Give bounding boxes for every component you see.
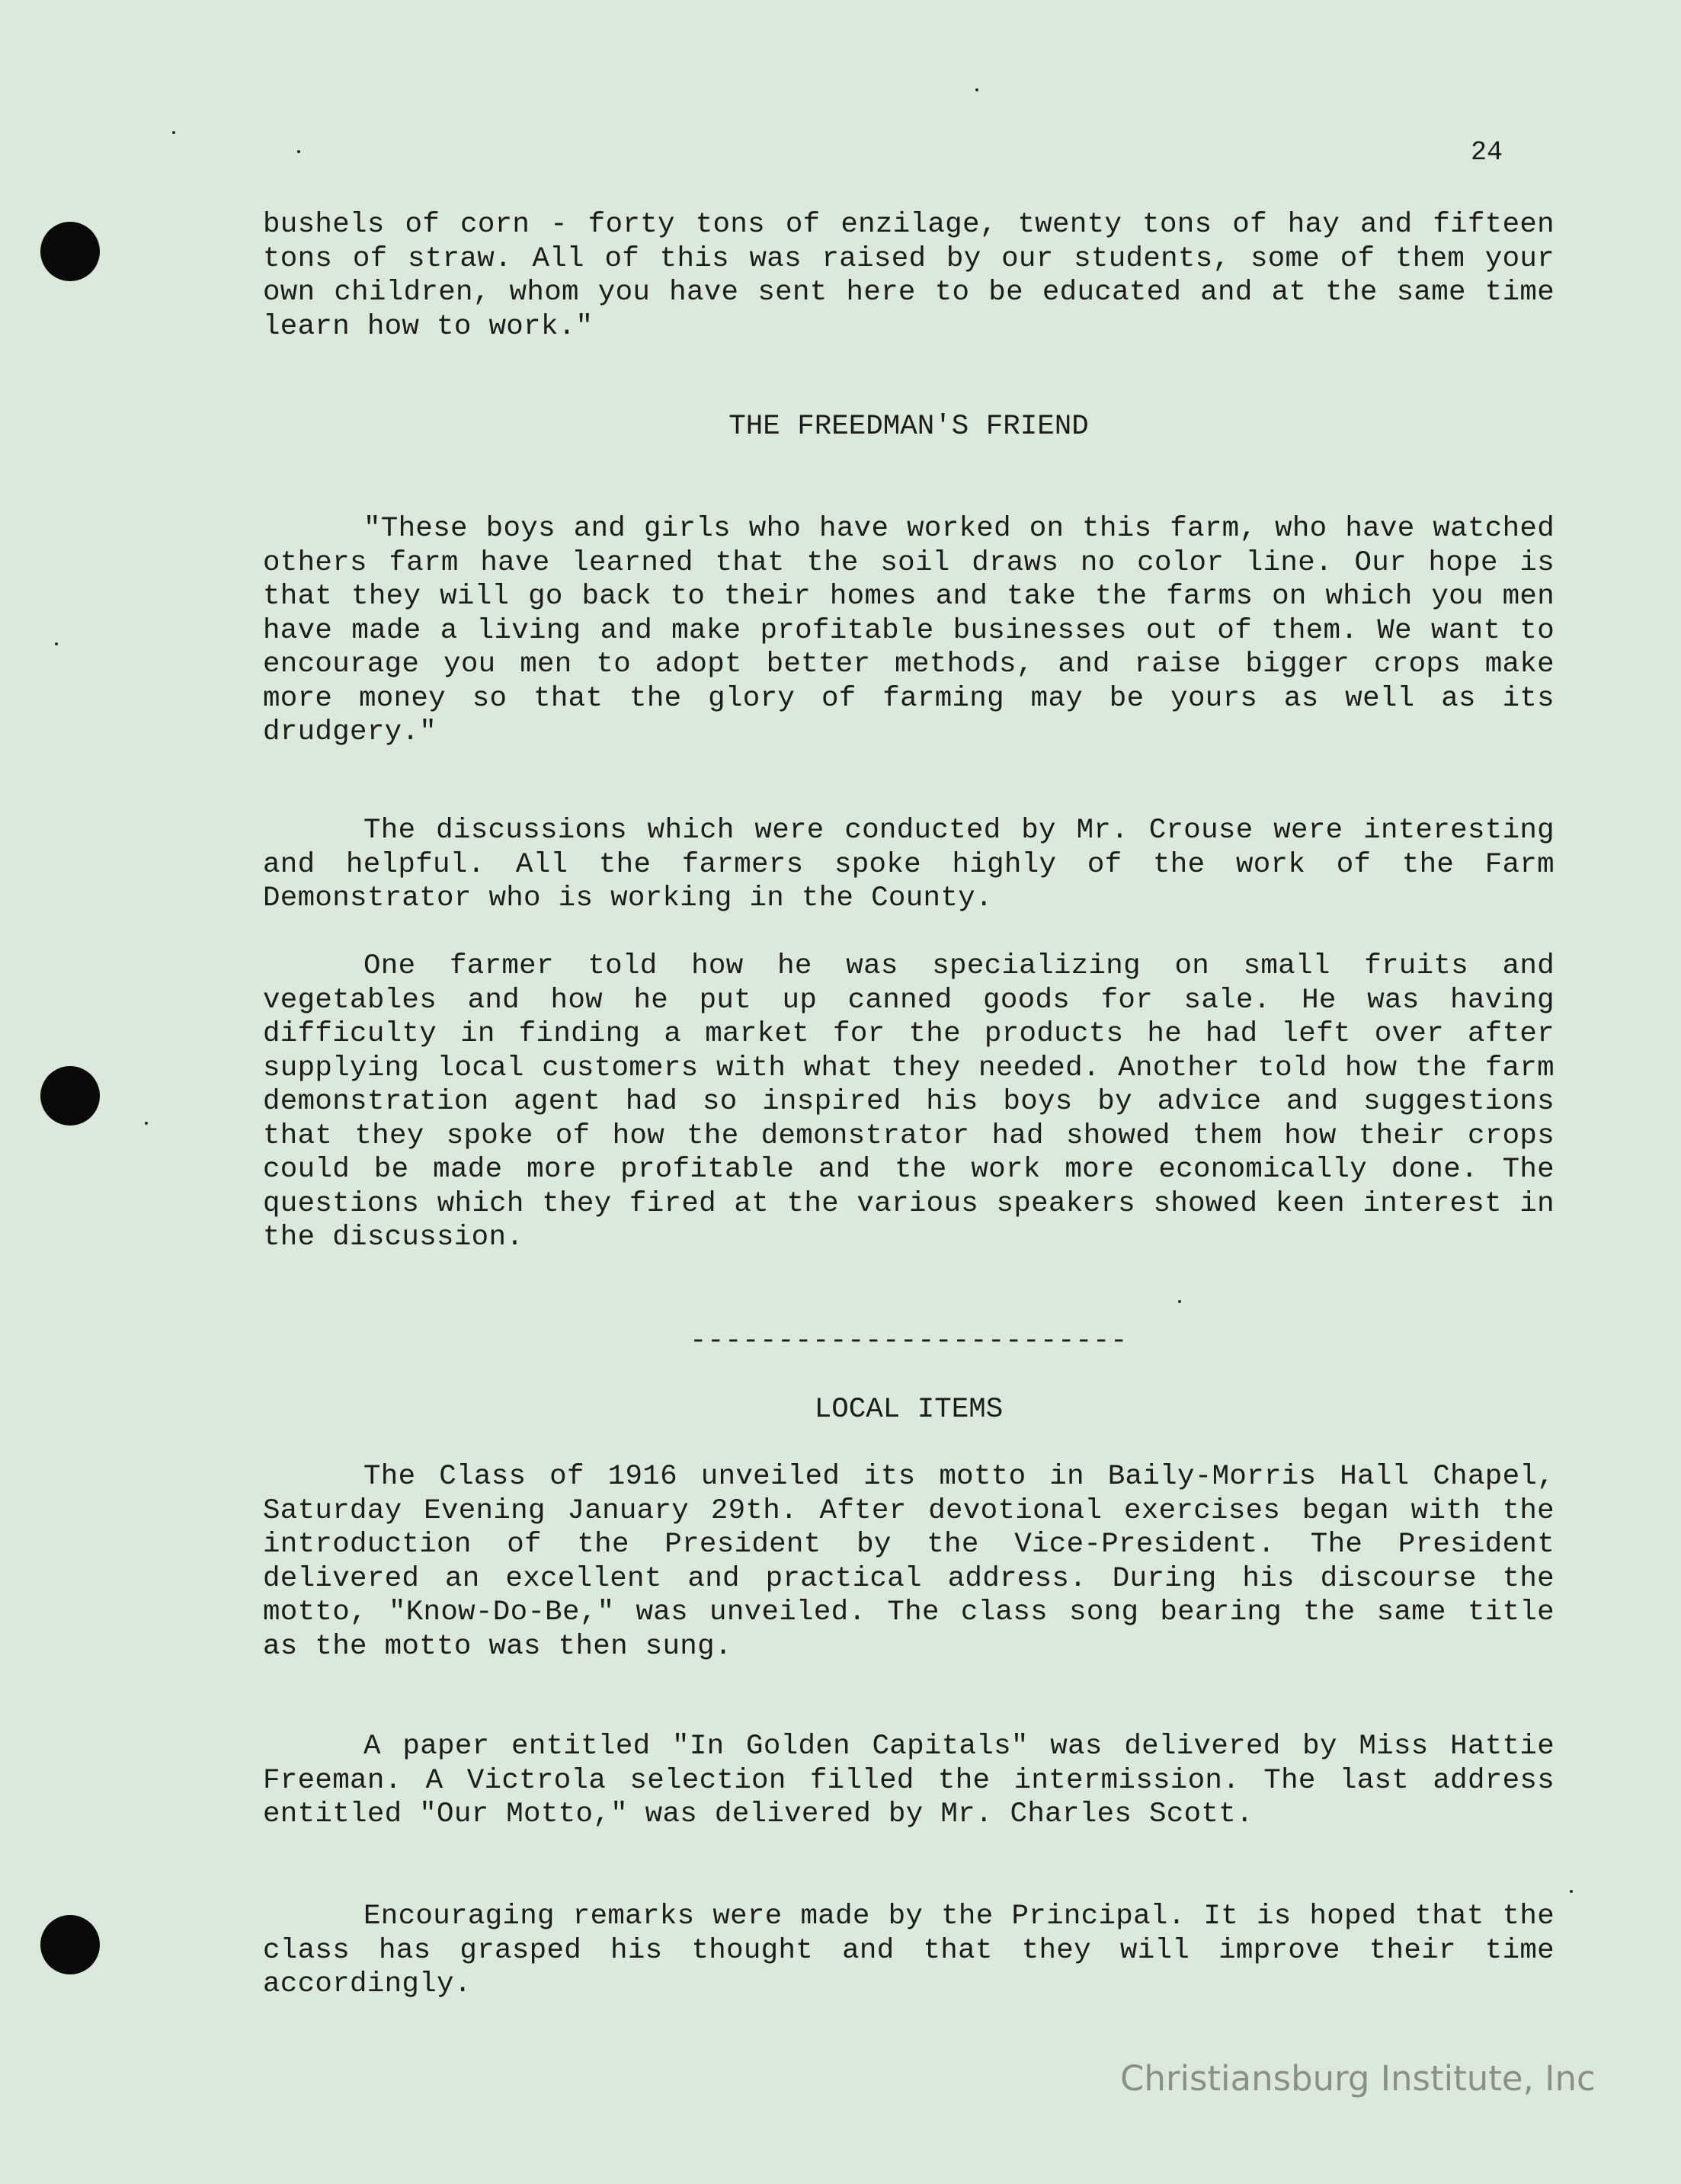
paragraph-class-of-1916: The Class of 1916 unveiled its motto in Baily-Morris Hall Chapel, Saturday Evening January 29th. After devotional exercises began with the introduction of the President by the Vice-President. The President delivered an excellent and practical address. During his discourse the motto, "Know-Do-Be," was unveiled. The class song bearing the same title as the motto was then sung.	[263, 1461, 1555, 1663]
paragraph-farm-produce: bushels of corn - forty tons of enzilage, twenty tons of hay and fifteen tons of straw. All of this was raised by our students, some of them your own children, whom you have sent here to be educated and at the same time learn how to work."	[263, 209, 1555, 343]
heading-local-items: LOCAL ITEMS	[814, 1394, 1004, 1426]
scan-speck	[1178, 1300, 1181, 1303]
paragraph-one-farmer: One farmer told how he was specializing on small fruits and vegetables and how he put up canned goods for sale. He was having difficulty in finding a market for the products he had left over after supplying local customers with what they needed. Another told how the farm demonstration agent had so inspired his boys by advice and suggestions that they spoke of how the demonstrator had showed them how their crops could be made more profitable and the work more economically done. The questions which they fired at the various speakers showed keen interest in the discussion.	[263, 950, 1555, 1254]
paragraph-encouraging-remarks: Encouraging remarks were made by the Principal. It is hoped that the class has grasped his thought and that they will improve their time accordingly.	[263, 1901, 1555, 2000]
punch-hole-top	[40, 222, 100, 281]
paragraph-discussions: The discussions which were conducted by Mr. Crouse were interesting and helpful. All the farmers spoke highly of the work of the Farm Demonstrator who is working in the County.	[263, 815, 1555, 914]
archive-watermark: Christiansburg Institute, Inc	[1120, 2058, 1596, 2099]
paragraph-golden-capitals: A paper entitled "In Golden Capitals" was delivered by Miss Hattie Freeman. A Victrola selection filled the intermission. The last address entitled "Our Motto," was delivered by Mr. Charles Scott.	[263, 1731, 1555, 1830]
section-divider: -------------------------	[689, 1325, 1129, 1357]
scan-speck	[172, 131, 175, 134]
page-number: 24	[1471, 137, 1503, 168]
scan-speck	[975, 88, 978, 91]
punch-hole-middle	[40, 1066, 100, 1126]
scan-speck	[1570, 1890, 1573, 1893]
scan-speck	[297, 150, 300, 153]
punch-hole-bottom	[40, 1915, 100, 1974]
heading-freedmans-friend: THE FREEDMAN'S FRIEND	[728, 411, 1089, 443]
scan-speck	[145, 1122, 148, 1125]
paragraph-quote-boys-and-girls: "These boys and girls who have worked on this farm, who have watched others farm have learned that the soil draws no color line. Our hope is that they will go back to their homes and take the farms on which you men have made a living and make profitable businesses out of them. We want to encourage you men to adopt better methods, and raise bigger crops make more money so that the glory of farming may be yours as well as its drudgery."	[263, 513, 1555, 748]
scan-speck	[55, 642, 58, 645]
